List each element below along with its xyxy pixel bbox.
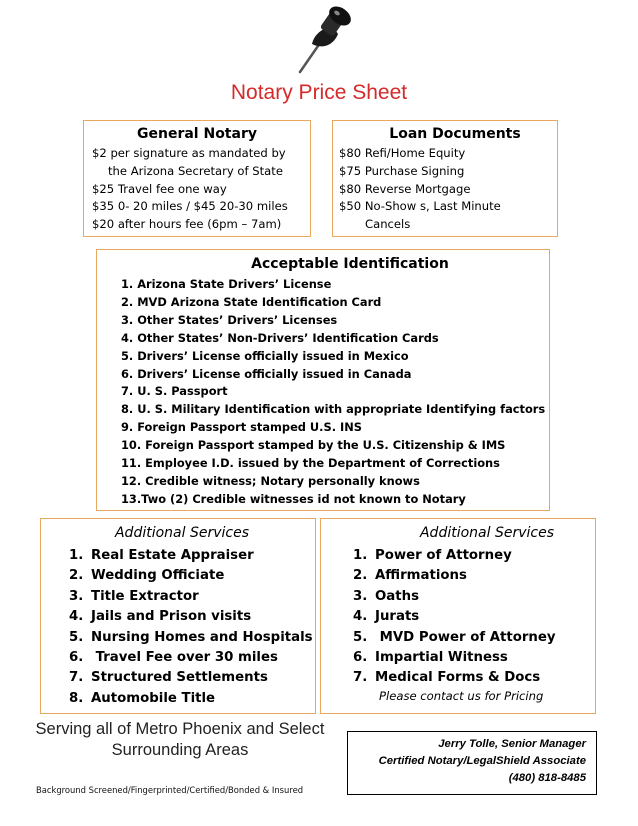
general-notary-line: the Arizona Secretary of State: [108, 163, 283, 178]
service-item: [69, 566, 315, 586]
service-item-text: Nursing Homes and Hospitals: [91, 629, 313, 645]
service-item: [353, 648, 595, 668]
service-item-number: 3.: [353, 588, 368, 604]
service-item-text: Real Estate Appraiser: [91, 548, 254, 563]
service-item-number: 1.: [353, 548, 368, 563]
service-item: [69, 668, 315, 688]
identification-item: 5. Drivers’ License officially issued in Mexico: [121, 348, 409, 363]
serving-line: Serving all of Metro Phoenix and Select: [35, 720, 325, 738]
service-item-text: Automobile Title: [91, 690, 216, 706]
contact-phone: (480) 818-8485: [508, 772, 586, 784]
service-item-text: Power of Attorney: [375, 548, 512, 563]
contact-box: [347, 731, 597, 795]
service-item: [69, 648, 315, 668]
service-item-text: Jurats: [375, 609, 420, 625]
service-item-number: 2.: [353, 568, 368, 584]
loan-documents-line: $80 Reverse Mortgage: [339, 181, 471, 196]
identification-item: 9. Foreign Passport stamped U.S. INS: [121, 420, 362, 435]
identification-heading: Acceptable Identification: [251, 256, 449, 272]
additional-services-right-heading: Additional Services: [419, 525, 554, 541]
service-item: [69, 607, 315, 627]
identification-item: 13.Two (2) Credible witnesses id not known to Notary: [121, 491, 466, 506]
pricing-note: Please contact us for Pricing: [379, 688, 544, 703]
service-item-text: Travel Fee over 30 miles: [91, 650, 278, 666]
general-notary-box: [83, 120, 311, 237]
service-item-number: 6.: [353, 650, 368, 666]
general-notary-heading: General Notary: [137, 126, 257, 142]
service-item: [69, 587, 315, 607]
service-item-text: MVD Power of Attorney: [375, 629, 556, 645]
identification-item: 1. Arizona State Drivers’ License: [121, 277, 332, 291]
service-item-number: 3.: [69, 588, 84, 604]
service-item: [353, 546, 595, 566]
service-item-number: 4.: [353, 609, 368, 625]
contact-role: Certified Notary/LegalShield Associate: [378, 755, 586, 767]
additional-services-left-box: [40, 518, 316, 714]
general-notary-line: $2 per signature as mandated by: [92, 146, 286, 160]
service-item-number: 2.: [69, 568, 84, 584]
service-item-number: 6.: [69, 650, 84, 666]
service-item-text: Medical Forms & Docs: [375, 670, 541, 686]
identification-item: 3. Other States’ Drivers’ Licenses: [121, 312, 338, 327]
credentials-footer: Background Screened/Fingerprinted/Certified/Bonded & Insured: [36, 785, 304, 795]
general-notary-line: $35 0- 20 miles / $45 20-30 miles: [92, 199, 288, 214]
general-notary-line: $25 Travel fee one way: [92, 181, 227, 196]
serving-area-text: [30, 719, 330, 761]
loan-documents-line: $80 Refi/Home Equity: [339, 146, 466, 160]
loan-documents-line: $50 No-Show s, Last Minute: [339, 199, 501, 214]
identification-item: 2. MVD Arizona State Identification Card: [121, 294, 382, 309]
contact-name: Jerry Tolle, Senior Manager: [438, 738, 586, 750]
loan-documents-line: $75 Purchase Signing: [339, 163, 465, 178]
service-item-text: Jails and Prison visits: [91, 609, 252, 625]
additional-services-right-box: [320, 518, 596, 714]
service-item-number: 7.: [353, 670, 368, 686]
service-item-number: 8.: [69, 690, 84, 706]
additional-services-left-heading: Additional Services: [114, 525, 249, 541]
service-item-text: Affirmations: [375, 568, 467, 584]
service-item-number: 5.: [69, 629, 84, 645]
loan-documents-box: [332, 120, 558, 237]
identification-item: 11. Employee I.D. issued by the Department of Corrections: [121, 456, 500, 471]
identification-box: [96, 249, 550, 511]
identification-item: 12. Credible witness; Notary personally knows: [121, 473, 420, 488]
service-item-number: 7.: [69, 670, 84, 686]
service-item: [353, 607, 595, 627]
service-item: [353, 587, 595, 607]
page-title: Notary Price Sheet: [230, 81, 408, 104]
service-item: [69, 628, 315, 648]
service-item-number: 5.: [353, 629, 368, 645]
identification-item: 8. U. S. Military Identification with appropriate Identifying factors: [121, 402, 546, 417]
identification-item: 6. Drivers’ License officially issued in Canada: [121, 366, 412, 381]
general-notary-line: $20 after hours fee (6pm – 7am): [92, 217, 282, 232]
service-item-text: Impartial Witness: [375, 650, 508, 666]
loan-documents-line: Cancels: [365, 217, 411, 232]
service-item-number: 4.: [69, 609, 84, 625]
service-item-text: Structured Settlements: [91, 670, 268, 686]
identification-item: 10. Foreign Passport stamped by the U.S. Citizenship & IMS: [121, 438, 506, 453]
service-item-number: 1.: [69, 548, 84, 563]
service-item-text: Title Extractor: [91, 588, 199, 604]
service-item-text: Oaths: [375, 588, 420, 604]
service-item: [69, 546, 315, 566]
service-item-text: Wedding Officiate: [91, 568, 225, 584]
service-item: [353, 566, 595, 586]
loan-documents-heading: Loan Documents: [389, 126, 521, 142]
identification-item: 7. U. S. Passport: [121, 384, 228, 399]
service-item: [353, 668, 595, 688]
identification-item: 4. Other States’ Non-Drivers’ Identification Cards: [121, 330, 439, 345]
serving-line: Surrounding Areas: [111, 741, 249, 759]
push-pin-icon: [294, 4, 358, 76]
service-item: [353, 628, 595, 648]
service-item: [69, 689, 315, 709]
